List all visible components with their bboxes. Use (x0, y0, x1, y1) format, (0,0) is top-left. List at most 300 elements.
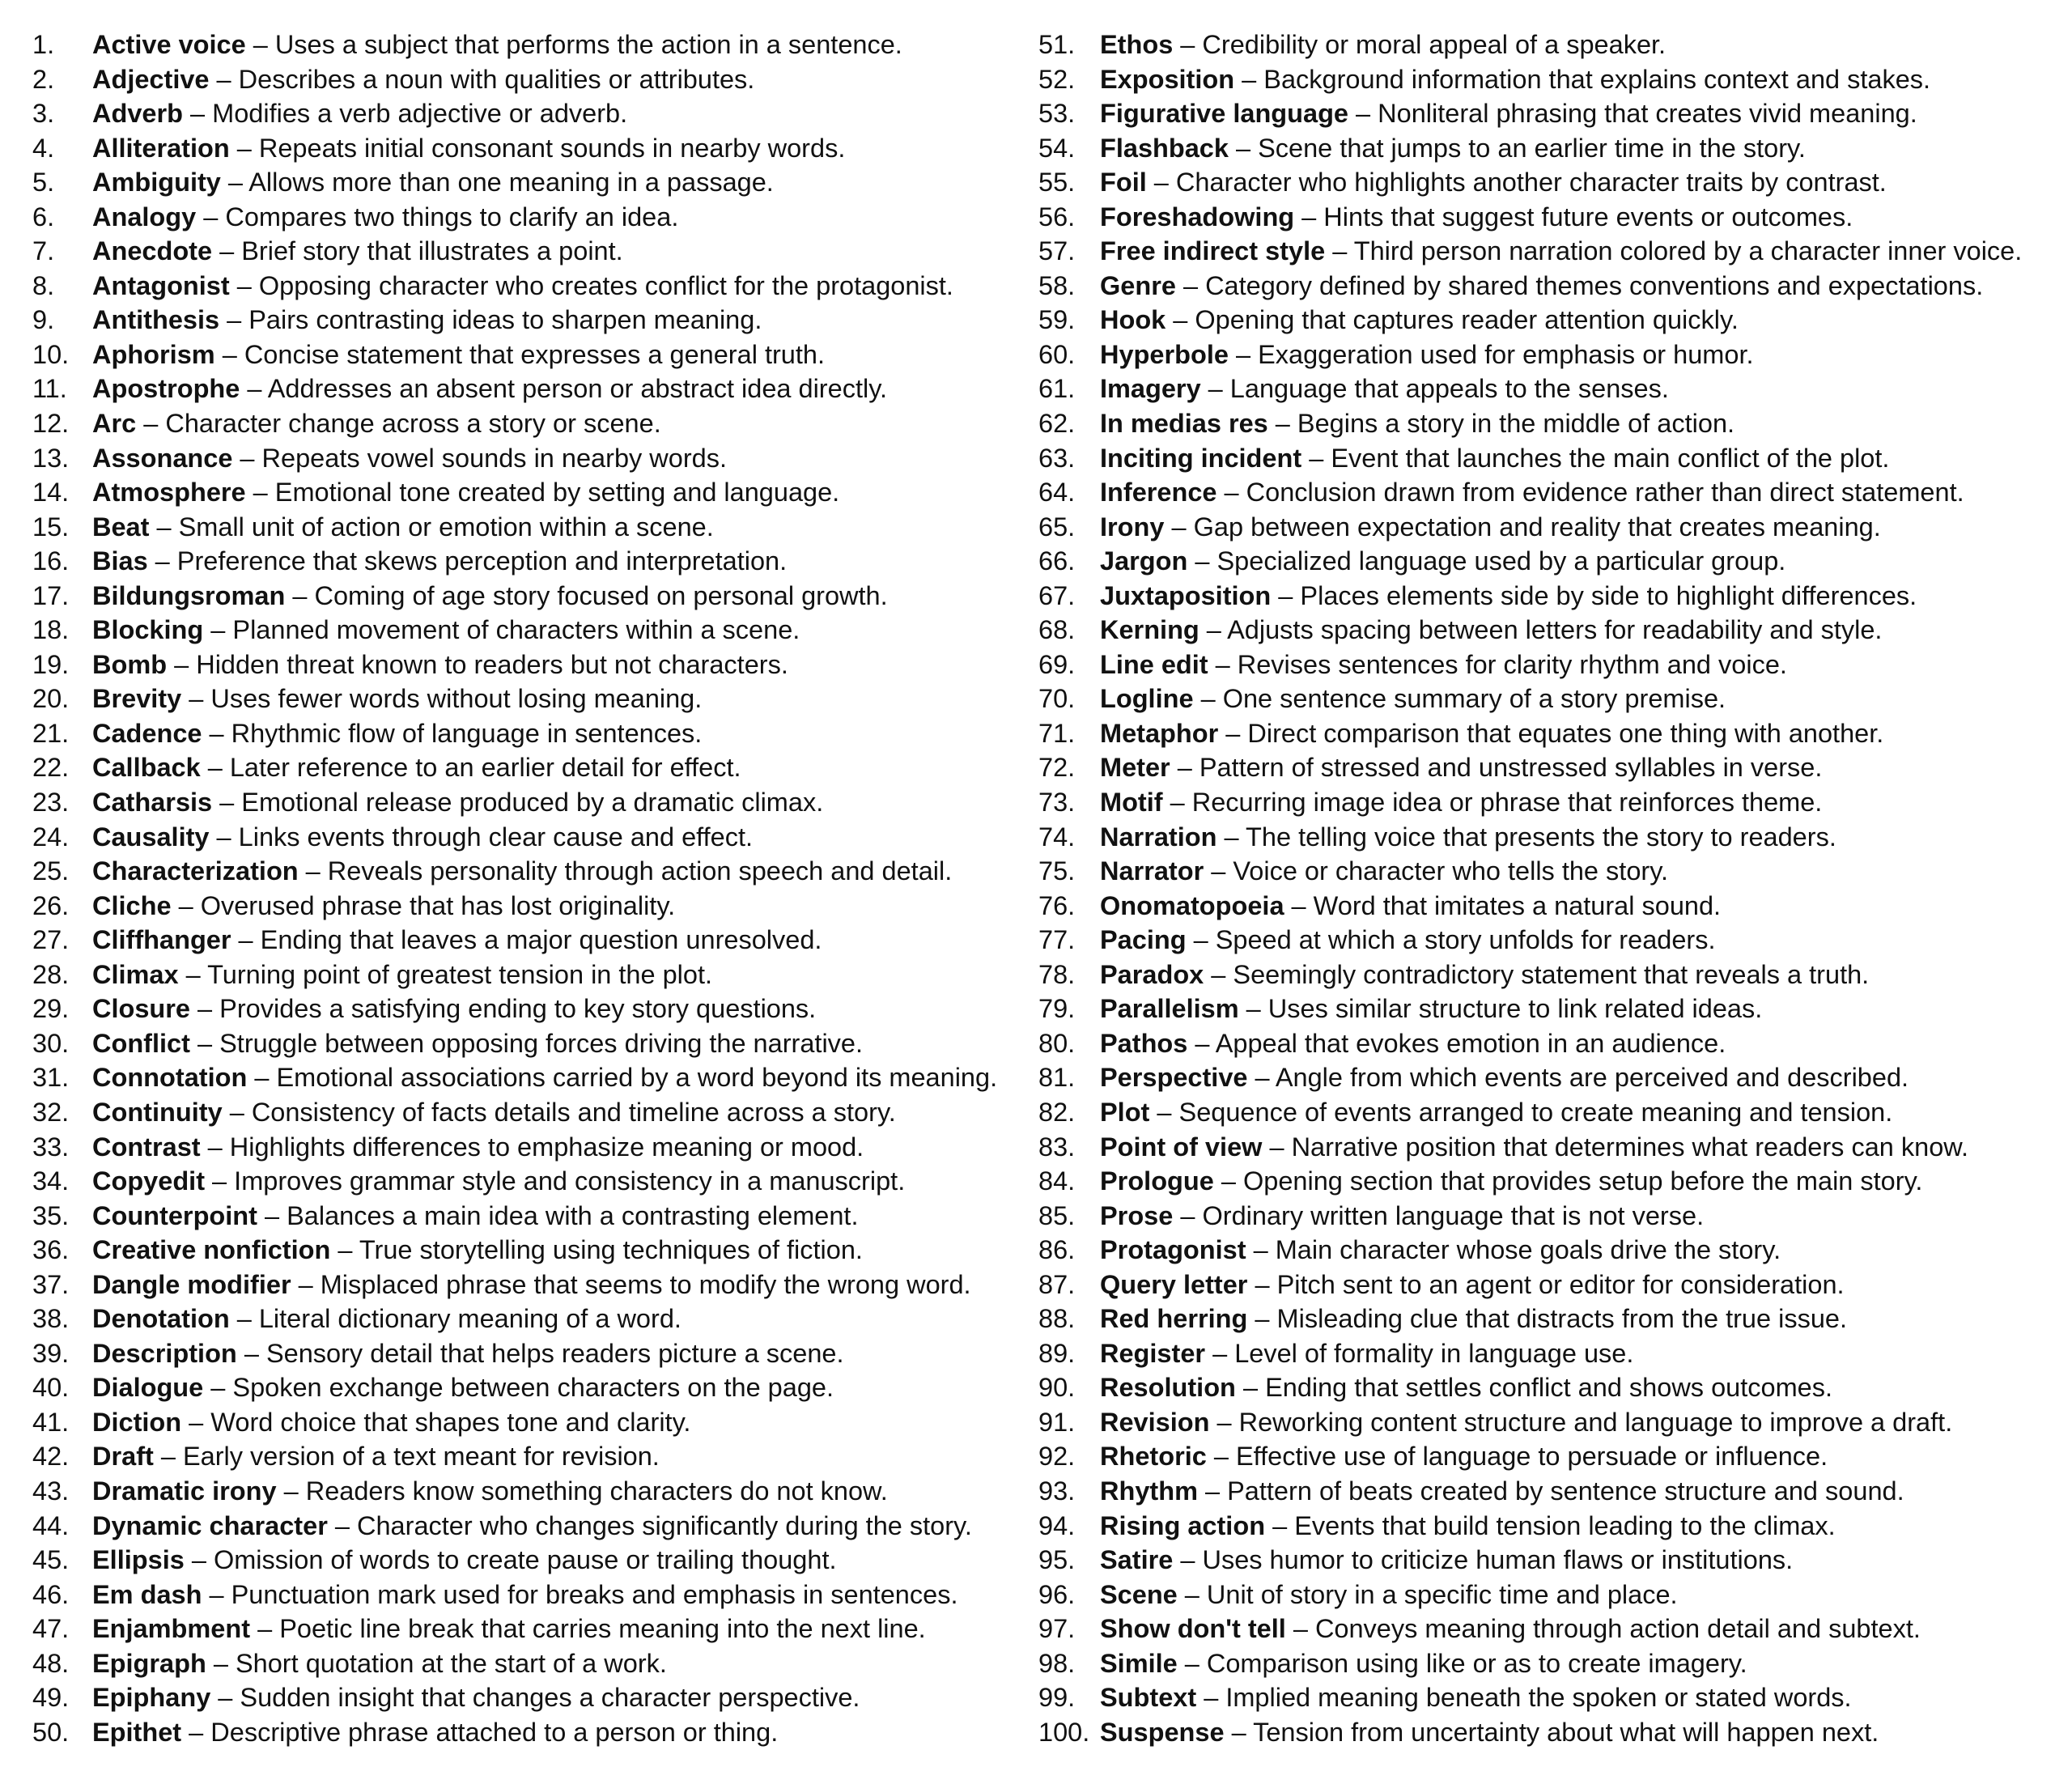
entry-content (1100, 200, 1853, 235)
entry-term: Epithet (92, 1717, 182, 1747)
glossary-entry (32, 992, 1036, 1026)
entry-number: 20. (32, 684, 70, 714)
glossary-entry (32, 958, 1036, 992)
entry-number: 95. (1038, 1545, 1076, 1575)
entry-separator: – (203, 1373, 233, 1403)
glossary-entry (1038, 1405, 2050, 1440)
entry-separator: – (147, 546, 177, 576)
entry-separator: – (1246, 1235, 1276, 1265)
entry-definition: Conclusion drawn from evidence rather than direct statement. (1246, 478, 1964, 508)
entry-definition: Provides a satisfying ending to key story questions. (219, 994, 817, 1024)
entry-number: 42. (32, 1442, 70, 1472)
glossary-entry (1038, 750, 2050, 785)
entry-number: 48. (32, 1648, 70, 1678)
glossary-entry (1038, 648, 2050, 682)
entry-term: Ethos (1100, 30, 1174, 59)
glossary-entry (1038, 785, 2050, 820)
entry-content (1100, 889, 1721, 924)
entry-separator: – (1218, 718, 1248, 748)
entry-number: 77. (1038, 925, 1076, 955)
entry-definition: Repeats initial consonant sounds in nearby words. (258, 133, 846, 163)
entry-term: Hyperbole (1100, 339, 1229, 369)
entry-content (1100, 1646, 1747, 1681)
entry-definition: Credibility or moral appeal of a speaker. (1202, 30, 1667, 59)
entry-separator: – (1164, 512, 1194, 542)
entry-separator: – (206, 1648, 236, 1678)
entry-definition: Begins a story in the middle of action. (1297, 409, 1735, 439)
entry-content (1100, 406, 1734, 441)
entry-number: 22. (32, 753, 70, 783)
entry-number: 30. (32, 1028, 70, 1058)
entry-number: 90. (1038, 1373, 1076, 1403)
entry-separator: – (229, 1304, 259, 1334)
entry-definition: Turning point of greatest tension in the plot. (207, 959, 713, 989)
entry-definition: Pattern of beats created by sentence structure and sound. (1227, 1476, 1904, 1506)
entry-number: 68. (1038, 615, 1076, 645)
glossary-entry (1038, 1268, 2050, 1302)
glossary-entry (32, 1130, 1036, 1165)
entry-definition: Exaggeration used for emphasis or humor. (1258, 339, 1754, 369)
entry-separator: – (1285, 1614, 1315, 1644)
entry-number: 75. (1038, 856, 1076, 886)
entry-term: Copyedit (92, 1166, 206, 1196)
entry-content (92, 682, 702, 716)
entry-term: Irony (1100, 512, 1165, 542)
entry-number: 10. (32, 339, 70, 369)
glossary-entry (32, 1095, 1036, 1130)
glossary-entry (32, 1164, 1036, 1199)
entry-separator: – (220, 168, 249, 198)
entry-separator: – (229, 270, 259, 300)
entry-term: Free indirect style (1100, 236, 1326, 266)
entry-term: Analogy (92, 202, 197, 231)
entry-content (1100, 1680, 1852, 1715)
entry-definition: Unit of story in a specific time and place. (1206, 1579, 1678, 1609)
entry-definition: Later reference to an earlier detail for effect. (229, 753, 741, 783)
entry-number: 43. (32, 1476, 70, 1506)
entry-content (1100, 62, 1930, 97)
entry-number: 17. (32, 580, 70, 610)
entry-number: 51. (1038, 30, 1076, 59)
entry-number: 3. (32, 99, 55, 129)
glossary-entry (32, 338, 1036, 372)
entry-separator: – (184, 1545, 214, 1575)
entry-separator: – (149, 512, 179, 542)
glossary-entry (1038, 372, 2050, 406)
entry-content (92, 1026, 863, 1061)
entry-number: 59. (1038, 305, 1076, 335)
entry-separator: – (178, 959, 208, 989)
entry-separator: – (1234, 64, 1264, 94)
entry-definition: Highlights differences to emphasize meaning or mood. (229, 1132, 864, 1162)
entry-number: 27. (32, 925, 70, 955)
entry-definition: Angle from which events are perceived and described. (1275, 1063, 1909, 1093)
entry-definition: Appeal that evokes emotion in an audience. (1215, 1028, 1726, 1058)
entry-number: 87. (1038, 1269, 1076, 1299)
glossary-entry (1038, 958, 2050, 992)
entry-content (92, 579, 888, 614)
entry-separator: – (200, 753, 230, 783)
entry-definition: Uses humor to criticize human flaws or institutions. (1202, 1545, 1794, 1575)
entry-definition: Opening section that provides setup before the main story. (1242, 1166, 1923, 1196)
entry-content (1100, 1439, 1828, 1474)
entry-content (92, 785, 823, 820)
entry-separator: – (203, 615, 233, 645)
entry-term: Foil (1100, 168, 1147, 198)
glossary-entry (32, 544, 1036, 579)
entry-definition: Nonliteral phrasing that creates vivid meaning. (1378, 99, 1917, 129)
entry-definition: The telling voice that presents the story to readers. (1246, 822, 1836, 852)
entry-separator: – (327, 1510, 357, 1540)
glossary-entry (32, 165, 1036, 200)
entry-content (92, 1543, 837, 1578)
entry-separator: – (1284, 890, 1314, 920)
entry-term: Dialogue (92, 1373, 204, 1403)
entry-definition: Struggle between opposing forces driving the narrative. (219, 1028, 864, 1058)
entry-separator: – (257, 1200, 287, 1230)
entry-separator: – (212, 788, 242, 818)
entry-separator: – (1213, 1166, 1243, 1196)
entry-content (1100, 1302, 1847, 1336)
entry-number: 52. (1038, 64, 1076, 94)
entry-number: 6. (32, 202, 55, 231)
glossary-entry (1038, 820, 2050, 855)
entry-definition: Allows more than one meaning in a passage. (248, 168, 774, 198)
entry-number: 41. (32, 1407, 70, 1437)
glossary-entry (32, 1302, 1036, 1336)
entry-content (1100, 613, 1882, 648)
entry-definition: One sentence summary of a story premise. (1222, 684, 1726, 714)
entry-content (1100, 1336, 1633, 1371)
glossary-entry (1038, 1233, 2050, 1268)
glossary-entry (32, 1509, 1036, 1544)
entry-content (92, 1370, 834, 1405)
entry-definition: Third person narration colored by a character inner voice. (1353, 236, 2023, 266)
entry-content (92, 648, 788, 682)
entry-content (92, 475, 839, 510)
entry-separator: – (200, 1132, 230, 1162)
glossary-right-column (1038, 28, 2050, 1749)
glossary-entry (1038, 889, 2050, 924)
entry-content (1100, 475, 1964, 510)
glossary-entry (32, 1370, 1036, 1405)
entry-separator: – (1177, 1648, 1207, 1678)
entry-number: 71. (1038, 718, 1076, 748)
entry-term: Jargon (1100, 546, 1188, 576)
entry-separator: – (1205, 1338, 1235, 1368)
entry-term: Draft (92, 1442, 154, 1472)
entry-separator: – (250, 1614, 280, 1644)
entry-separator: – (231, 925, 261, 955)
entry-definition: Pitch sent to an agent or editor for consideration. (1276, 1269, 1845, 1299)
entry-content (92, 200, 678, 235)
entry-definition: Main character whose goals drive the story. (1275, 1235, 1781, 1265)
entry-term: Red herring (1100, 1304, 1248, 1334)
entry-number: 78. (1038, 959, 1076, 989)
entry-number: 15. (32, 512, 70, 542)
entry-number: 79. (1038, 994, 1076, 1024)
entry-content (92, 406, 661, 441)
entry-number: 35. (32, 1200, 70, 1230)
entry-term: Bildungsroman (92, 580, 286, 610)
glossary-entry (1038, 992, 2050, 1026)
entry-separator: – (1187, 546, 1217, 576)
glossary-entry (1038, 510, 2050, 545)
entry-definition: Seemingly contradictory statement that reveals a truth. (1233, 959, 1870, 989)
entry-term: Foreshadowing (1100, 202, 1295, 231)
entry-number: 54. (1038, 133, 1076, 163)
entry-number: 99. (1038, 1683, 1076, 1713)
entry-separator: – (219, 305, 249, 335)
glossary-entry (1038, 269, 2050, 304)
entry-number: 28. (32, 959, 70, 989)
entry-separator: – (1170, 753, 1199, 783)
entry-term: Genre (1100, 270, 1176, 300)
entry-term: Line edit (1100, 649, 1208, 679)
entry-term: Catharsis (92, 788, 213, 818)
glossary-entry (32, 1060, 1036, 1095)
entry-term: Figurative language (1100, 99, 1349, 129)
entry-content (1100, 1026, 1726, 1061)
entry-separator: – (1186, 925, 1216, 955)
entry-definition: Compares two things to clarify an idea. (225, 202, 679, 231)
entry-content (92, 1439, 660, 1474)
glossary-entry (32, 1543, 1036, 1578)
entry-content (92, 372, 887, 406)
entry-term: Aphorism (92, 339, 215, 369)
entry-definition: Level of formality in language use. (1234, 1338, 1634, 1368)
glossary-entry (1038, 1302, 2050, 1336)
entry-separator: – (1206, 1442, 1236, 1472)
entry-definition: Brief story that illustrates a point. (241, 236, 623, 266)
entry-content (92, 441, 727, 476)
entry-number: 31. (32, 1063, 70, 1093)
entry-content (92, 165, 774, 200)
entry-content (92, 1474, 888, 1509)
entry-separator: – (1228, 339, 1259, 369)
entry-separator: – (285, 580, 315, 610)
entry-content (1100, 1130, 1968, 1165)
entry-content (92, 1405, 690, 1440)
entry-number: 9. (32, 305, 55, 335)
entry-separator: – (171, 890, 201, 920)
glossary-entry (1038, 62, 2050, 97)
entry-term: Perspective (1100, 1063, 1248, 1093)
entry-number: 81. (1038, 1063, 1076, 1093)
entry-definition: Reveals personality through action speech and detail. (327, 856, 953, 886)
glossary-entry (32, 1646, 1036, 1681)
entry-number: 23. (32, 788, 70, 818)
entry-term: Dramatic irony (92, 1476, 277, 1506)
entry-separator: – (1175, 270, 1206, 300)
glossary-entry (1038, 544, 2050, 579)
entry-number: 97. (1038, 1614, 1076, 1644)
entry-separator: – (1162, 788, 1192, 818)
entry-separator: – (1238, 994, 1268, 1024)
entry-term: Cadence (92, 718, 202, 748)
entry-number: 88. (1038, 1304, 1076, 1334)
entry-definition: Emotional release produced by a dramatic climax. (241, 788, 824, 818)
entry-definition: Pairs contrasting ideas to sharpen meaning. (248, 305, 762, 335)
entry-number: 45. (32, 1545, 70, 1575)
glossary-entry (1038, 131, 2050, 166)
glossary-entry (1038, 923, 2050, 958)
entry-content (92, 1095, 896, 1130)
entry-number: 56. (1038, 202, 1076, 231)
entry-separator: – (1204, 959, 1233, 989)
glossary-entry (1038, 613, 2050, 648)
entry-term: Climax (92, 959, 179, 989)
entry-content (92, 1336, 844, 1371)
entry-content (1100, 544, 1785, 579)
entry-definition: Language that appeals to the senses. (1229, 374, 1669, 404)
entry-separator: – (1200, 374, 1230, 404)
entry-term: Satire (1100, 1545, 1174, 1575)
entry-number: 63. (1038, 443, 1076, 473)
glossary-entry (1038, 1509, 2050, 1544)
entry-definition: Effective use of language to persuade or influence. (1235, 1442, 1828, 1472)
entry-definition: Repeats vowel sounds in nearby words. (261, 443, 728, 473)
entry-number: 49. (32, 1683, 70, 1713)
entry-definition: Preference that skews perception and interpretation. (176, 546, 788, 576)
entry-number: 91. (1038, 1407, 1076, 1437)
entry-number: 58. (1038, 270, 1076, 300)
entry-definition: Comparison using like or as to create imagery. (1206, 1648, 1747, 1678)
entry-definition: Gap between expectation and reality that creates meaning. (1193, 512, 1881, 542)
entry-content (92, 1578, 957, 1612)
entry-definition: Early version of a text meant for revision. (182, 1442, 660, 1472)
entry-separator: – (1208, 649, 1238, 679)
entry-definition: Implied meaning beneath the spoken or stated words. (1225, 1683, 1852, 1713)
entry-term: Show don't tell (1100, 1614, 1286, 1644)
glossary-entry (32, 28, 1036, 62)
entry-number: 38. (32, 1304, 70, 1334)
glossary-entry (1038, 1130, 2050, 1165)
entry-content (1100, 579, 1917, 614)
entry-term: Prologue (1100, 1166, 1214, 1196)
glossary-entry (1038, 682, 2050, 716)
entry-content (1100, 854, 1668, 889)
glossary-entry (32, 750, 1036, 785)
glossary-entry (32, 1199, 1036, 1234)
entry-definition: Direct comparison that equates one thing with another. (1247, 718, 1884, 748)
glossary-entry (1038, 716, 2050, 751)
entry-definition: Speed at which a story unfolds for readers. (1215, 925, 1716, 955)
entry-content (1100, 1543, 1793, 1578)
entry-separator: – (1146, 168, 1176, 198)
entry-definition: Addresses an absent person or abstract idea directly. (267, 374, 888, 404)
entry-term: Scene (1100, 1579, 1178, 1609)
glossary-entry (32, 1578, 1036, 1612)
entry-term: Bomb (92, 649, 168, 679)
entry-term: Motif (1100, 788, 1163, 818)
entry-term: Denotation (92, 1304, 230, 1334)
entry-term: Em dash (92, 1579, 202, 1609)
glossary-entry (32, 648, 1036, 682)
entry-separator: – (209, 822, 239, 852)
entry-number: 12. (32, 409, 70, 439)
entry-separator: – (1177, 1579, 1207, 1609)
entry-separator: – (1265, 1510, 1295, 1540)
entry-term: Apostrophe (92, 374, 240, 404)
entry-content (92, 1302, 681, 1336)
entry-content (92, 716, 702, 751)
entry-definition: Uses similar structure to link related ideas. (1267, 994, 1763, 1024)
entry-separator: – (1247, 1063, 1276, 1093)
entry-number: 96. (1038, 1579, 1076, 1609)
entry-term: Contrast (92, 1132, 201, 1162)
entry-number: 83. (1038, 1132, 1076, 1162)
entry-term: Exposition (1100, 64, 1235, 94)
entry-separator: – (153, 1442, 183, 1472)
entry-number: 57. (1038, 236, 1076, 266)
entry-term: Narration (1100, 822, 1217, 852)
entry-term: Description (92, 1338, 237, 1368)
entry-term: Paradox (1100, 959, 1204, 989)
entry-term: Metaphor (1100, 718, 1219, 748)
entry-definition: Pattern of stressed and unstressed syllables in verse. (1199, 753, 1823, 783)
entry-content (92, 820, 753, 855)
entry-content (92, 1060, 997, 1095)
entry-definition: Events that build tension leading to the climax. (1294, 1510, 1836, 1540)
entry-term: Epiphany (92, 1683, 211, 1713)
entry-content (92, 1164, 905, 1199)
entry-separator: – (229, 133, 259, 163)
entry-separator: – (214, 339, 244, 369)
entry-content (1100, 648, 1787, 682)
entry-definition: True storytelling using techniques of fiction. (359, 1235, 863, 1265)
entry-term: Simile (1100, 1648, 1178, 1678)
entry-content (92, 1715, 778, 1750)
entry-separator: – (189, 1028, 220, 1058)
entry-number: 61. (1038, 374, 1076, 404)
entry-number: 85. (1038, 1200, 1076, 1230)
entry-separator: – (1325, 236, 1354, 266)
entry-separator: – (232, 443, 262, 473)
entry-separator: – (240, 374, 268, 404)
entry-content (1100, 1233, 1781, 1268)
glossary-entry (32, 820, 1036, 855)
entry-separator: – (196, 202, 226, 231)
entry-number: 98. (1038, 1648, 1076, 1678)
entry-content (92, 234, 623, 269)
entry-term: Register (1100, 1338, 1206, 1368)
entry-content (92, 62, 754, 97)
entry-definition: Short quotation at the start of a work. (235, 1648, 667, 1678)
entry-term: Ambiguity (92, 168, 221, 198)
entry-term: Causality (92, 822, 210, 852)
entry-number: 66. (1038, 546, 1076, 576)
entry-definition: Readers know something characters do not know. (305, 1476, 888, 1506)
glossary-entry (32, 785, 1036, 820)
entry-content (1100, 1199, 1704, 1234)
entry-separator: – (1301, 443, 1331, 473)
glossary-entry (32, 923, 1036, 958)
entry-content (1100, 510, 1881, 545)
glossary-entry (1038, 1370, 2050, 1405)
entry-separator: – (1193, 684, 1223, 714)
entry-content (92, 338, 825, 372)
entry-term: Dangle modifier (92, 1269, 291, 1299)
entry-content (1100, 303, 1739, 338)
entry-definition: Hidden threat known to readers but not characters. (196, 649, 788, 679)
entry-definition: Balances a main idea with a contrasting element. (287, 1200, 859, 1230)
entry-number: 34. (32, 1166, 70, 1196)
glossary-entry (32, 372, 1036, 406)
entry-content (92, 992, 816, 1026)
entry-number: 64. (1038, 478, 1076, 508)
glossary-entry (32, 854, 1036, 889)
